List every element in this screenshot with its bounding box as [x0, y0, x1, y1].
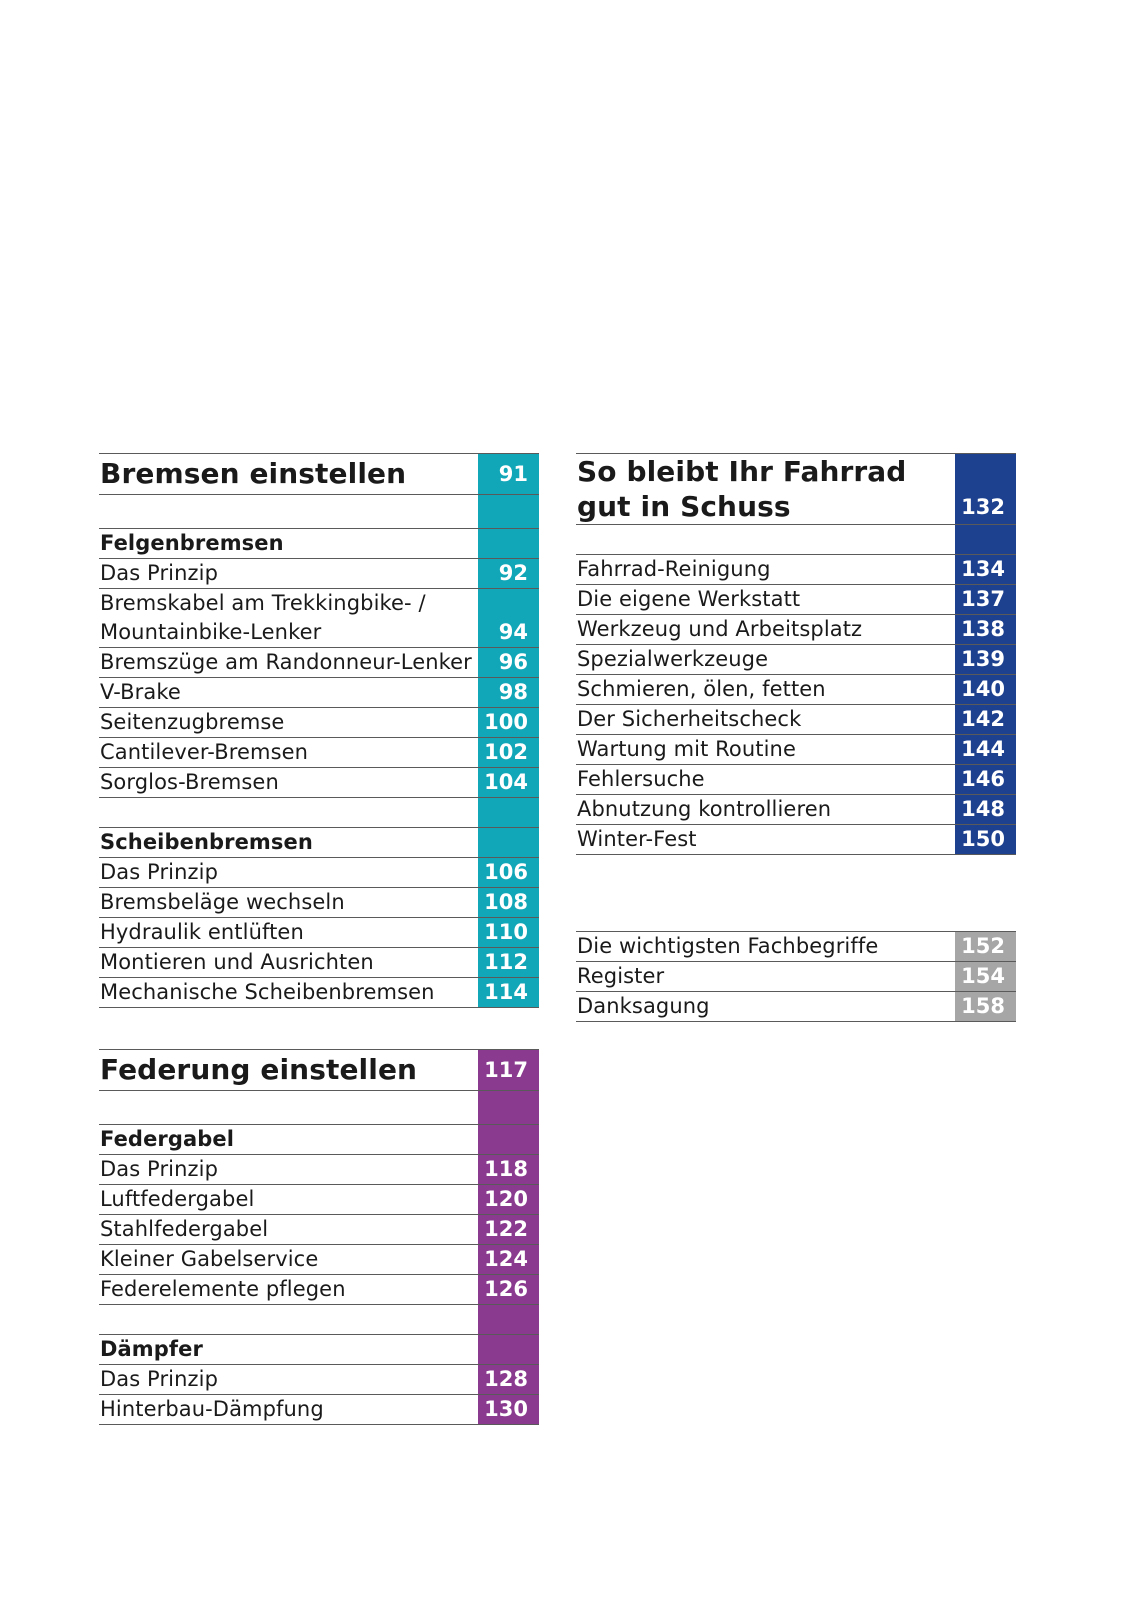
page-number: 122	[478, 1215, 539, 1244]
page-number: 108	[478, 888, 539, 917]
page-number: 128	[478, 1365, 539, 1394]
toc-entry[interactable]	[576, 554, 1016, 584]
toc-section-bremsen	[99, 453, 539, 1008]
toc-entry[interactable]	[576, 704, 1016, 734]
section-title-line2: gut in Schuss	[577, 490, 791, 523]
page-number: 130	[478, 1395, 539, 1424]
subsection-heading-row	[99, 1124, 539, 1154]
page-number: 138	[955, 615, 1016, 644]
entry-label: Winter-Fest	[577, 827, 697, 851]
subsection-heading-row	[99, 1334, 539, 1364]
toc-entry[interactable]	[576, 584, 1016, 614]
page-number: 92	[478, 559, 539, 588]
entry-label: Das Prinzip	[100, 1157, 219, 1181]
page-number: 118	[478, 1155, 539, 1184]
page-number: 124	[478, 1245, 539, 1274]
toc-entry[interactable]	[99, 1274, 539, 1304]
toc-entry[interactable]	[99, 767, 539, 797]
toc-entry[interactable]	[99, 558, 539, 588]
page-number: 142	[955, 705, 1016, 734]
entry-label: Luftfedergabel	[100, 1187, 255, 1211]
toc-entry[interactable]	[99, 887, 539, 917]
section-title: Bremsen einstellen	[100, 457, 407, 490]
page-number: 112	[478, 948, 539, 977]
toc-entry[interactable]	[576, 644, 1016, 674]
spacer-row	[576, 524, 1016, 554]
page-number: 152	[955, 932, 1016, 961]
entry-label: Cantilever-Bremsen	[100, 740, 309, 764]
section-title: Federung einstellen	[100, 1053, 418, 1086]
entry-label: Mechanische Scheibenbremsen	[100, 980, 435, 1004]
entry-label-line1: Bremskabel am Trekkingbike- /	[100, 591, 426, 615]
spacer-row	[99, 1304, 539, 1334]
page-number: 98	[478, 678, 539, 707]
page-number: 137	[955, 585, 1016, 614]
section-title-row[interactable]	[99, 1049, 539, 1090]
page-number: 117	[478, 1050, 539, 1090]
page-number: 154	[955, 962, 1016, 991]
toc-entry[interactable]	[576, 991, 1016, 1022]
page-number: 150	[955, 825, 1016, 854]
toc-section-federung	[99, 1049, 539, 1425]
subsection-heading: Felgenbremsen	[100, 531, 284, 555]
toc-entry[interactable]	[99, 1154, 539, 1184]
entry-label: Register	[577, 964, 665, 988]
toc-entry[interactable]	[99, 737, 539, 767]
spacer-row	[99, 1090, 539, 1124]
toc-entry[interactable]	[576, 824, 1016, 855]
entry-label: V-Brake	[100, 680, 181, 704]
page-number: 96	[478, 648, 539, 677]
toc-section-anhang	[576, 931, 1016, 1022]
toc-entry[interactable]	[99, 588, 539, 647]
entry-label: Bremsbeläge wechseln	[100, 890, 345, 914]
toc-entry[interactable]	[99, 1364, 539, 1394]
entry-label: Hydraulik entlüften	[100, 920, 304, 944]
toc-entry[interactable]	[99, 857, 539, 887]
subsection-heading: Scheibenbremsen	[100, 830, 313, 854]
toc-entry[interactable]	[99, 647, 539, 677]
toc-entry[interactable]	[576, 961, 1016, 991]
toc-entry[interactable]	[99, 677, 539, 707]
toc-entry[interactable]	[99, 977, 539, 1008]
page-number: 106	[478, 858, 539, 887]
toc-entry[interactable]	[99, 1394, 539, 1425]
entry-label: Das Prinzip	[100, 1367, 219, 1391]
toc-entry[interactable]	[576, 931, 1016, 961]
subsection-heading-row	[99, 827, 539, 857]
page-number: 158	[955, 992, 1016, 1021]
toc-entry[interactable]	[576, 764, 1016, 794]
entry-label: Fahrrad-Reinigung	[577, 557, 771, 581]
section-title-row[interactable]	[576, 453, 1016, 524]
toc-entry[interactable]	[99, 1244, 539, 1274]
toc-section-schuss	[576, 453, 1016, 855]
entry-label: Danksagung	[577, 994, 710, 1018]
entry-label: Fehlersuche	[577, 767, 705, 791]
entry-label	[99, 589, 478, 647]
toc-entry[interactable]	[576, 794, 1016, 824]
entry-label: Stahlfedergabel	[100, 1217, 269, 1241]
page-number: 104	[478, 768, 539, 797]
entry-label: Bremszüge am Randonneur-Lenker	[100, 650, 472, 674]
entry-label: Spezialwerkzeuge	[577, 647, 769, 671]
page-number: 110	[478, 918, 539, 947]
subsection-heading: Dämpfer	[100, 1337, 203, 1361]
section-title-line1: So bleibt Ihr Fahrrad	[577, 455, 907, 488]
page-number: 139	[955, 645, 1016, 674]
entry-label: Werkzeug und Arbeitsplatz	[577, 617, 863, 641]
page-number: 94	[478, 589, 539, 647]
entry-label-line2: Mountainbike-Lenker	[100, 620, 322, 644]
page-number: 140	[955, 675, 1016, 704]
toc-entry[interactable]	[99, 707, 539, 737]
toc-entry[interactable]	[576, 674, 1016, 704]
entry-label: Hinterbau-Dämpfung	[100, 1397, 324, 1421]
toc-entry[interactable]	[99, 947, 539, 977]
page-number: 91	[478, 454, 539, 494]
spacer-row	[99, 797, 539, 827]
entry-label: Kleiner Gabelservice	[100, 1247, 319, 1271]
page-number: 146	[955, 765, 1016, 794]
page-number: 132	[955, 454, 1016, 524]
spacer-row	[99, 494, 539, 528]
page-number: 114	[478, 978, 539, 1007]
toc-entry[interactable]	[576, 614, 1016, 644]
entry-label: Montieren und Ausrichten	[100, 950, 374, 974]
toc-entry[interactable]	[99, 1214, 539, 1244]
entry-label: Der Sicherheitscheck	[577, 707, 802, 731]
entry-label: Abnutzung kontrollieren	[577, 797, 832, 821]
subsection-heading: Federgabel	[100, 1127, 235, 1151]
page-number: 126	[478, 1275, 539, 1304]
page-number: 100	[478, 708, 539, 737]
entry-label: Seitenzugbremse	[100, 710, 285, 734]
page-number: 144	[955, 735, 1016, 764]
entry-label: Schmieren, ölen, fetten	[577, 677, 826, 701]
entry-label: Die wichtigsten Fachbegriffe	[577, 934, 879, 958]
entry-label: Wartung mit Routine	[577, 737, 796, 761]
page-number: 102	[478, 738, 539, 767]
entry-label: Das Prinzip	[100, 561, 219, 585]
page-number: 120	[478, 1185, 539, 1214]
page-number: 148	[955, 795, 1016, 824]
page-number: 134	[955, 555, 1016, 584]
toc-entry[interactable]	[99, 1184, 539, 1214]
subsection-heading-row	[99, 528, 539, 558]
section-title	[576, 454, 955, 524]
entry-label: Sorglos-Bremsen	[100, 770, 279, 794]
entry-label: Die eigene Werkstatt	[577, 587, 801, 611]
toc-entry[interactable]	[576, 734, 1016, 764]
toc-entry[interactable]	[99, 917, 539, 947]
section-title-row[interactable]	[99, 453, 539, 494]
entry-label: Das Prinzip	[100, 860, 219, 884]
entry-label: Federelemente pflegen	[100, 1277, 346, 1301]
